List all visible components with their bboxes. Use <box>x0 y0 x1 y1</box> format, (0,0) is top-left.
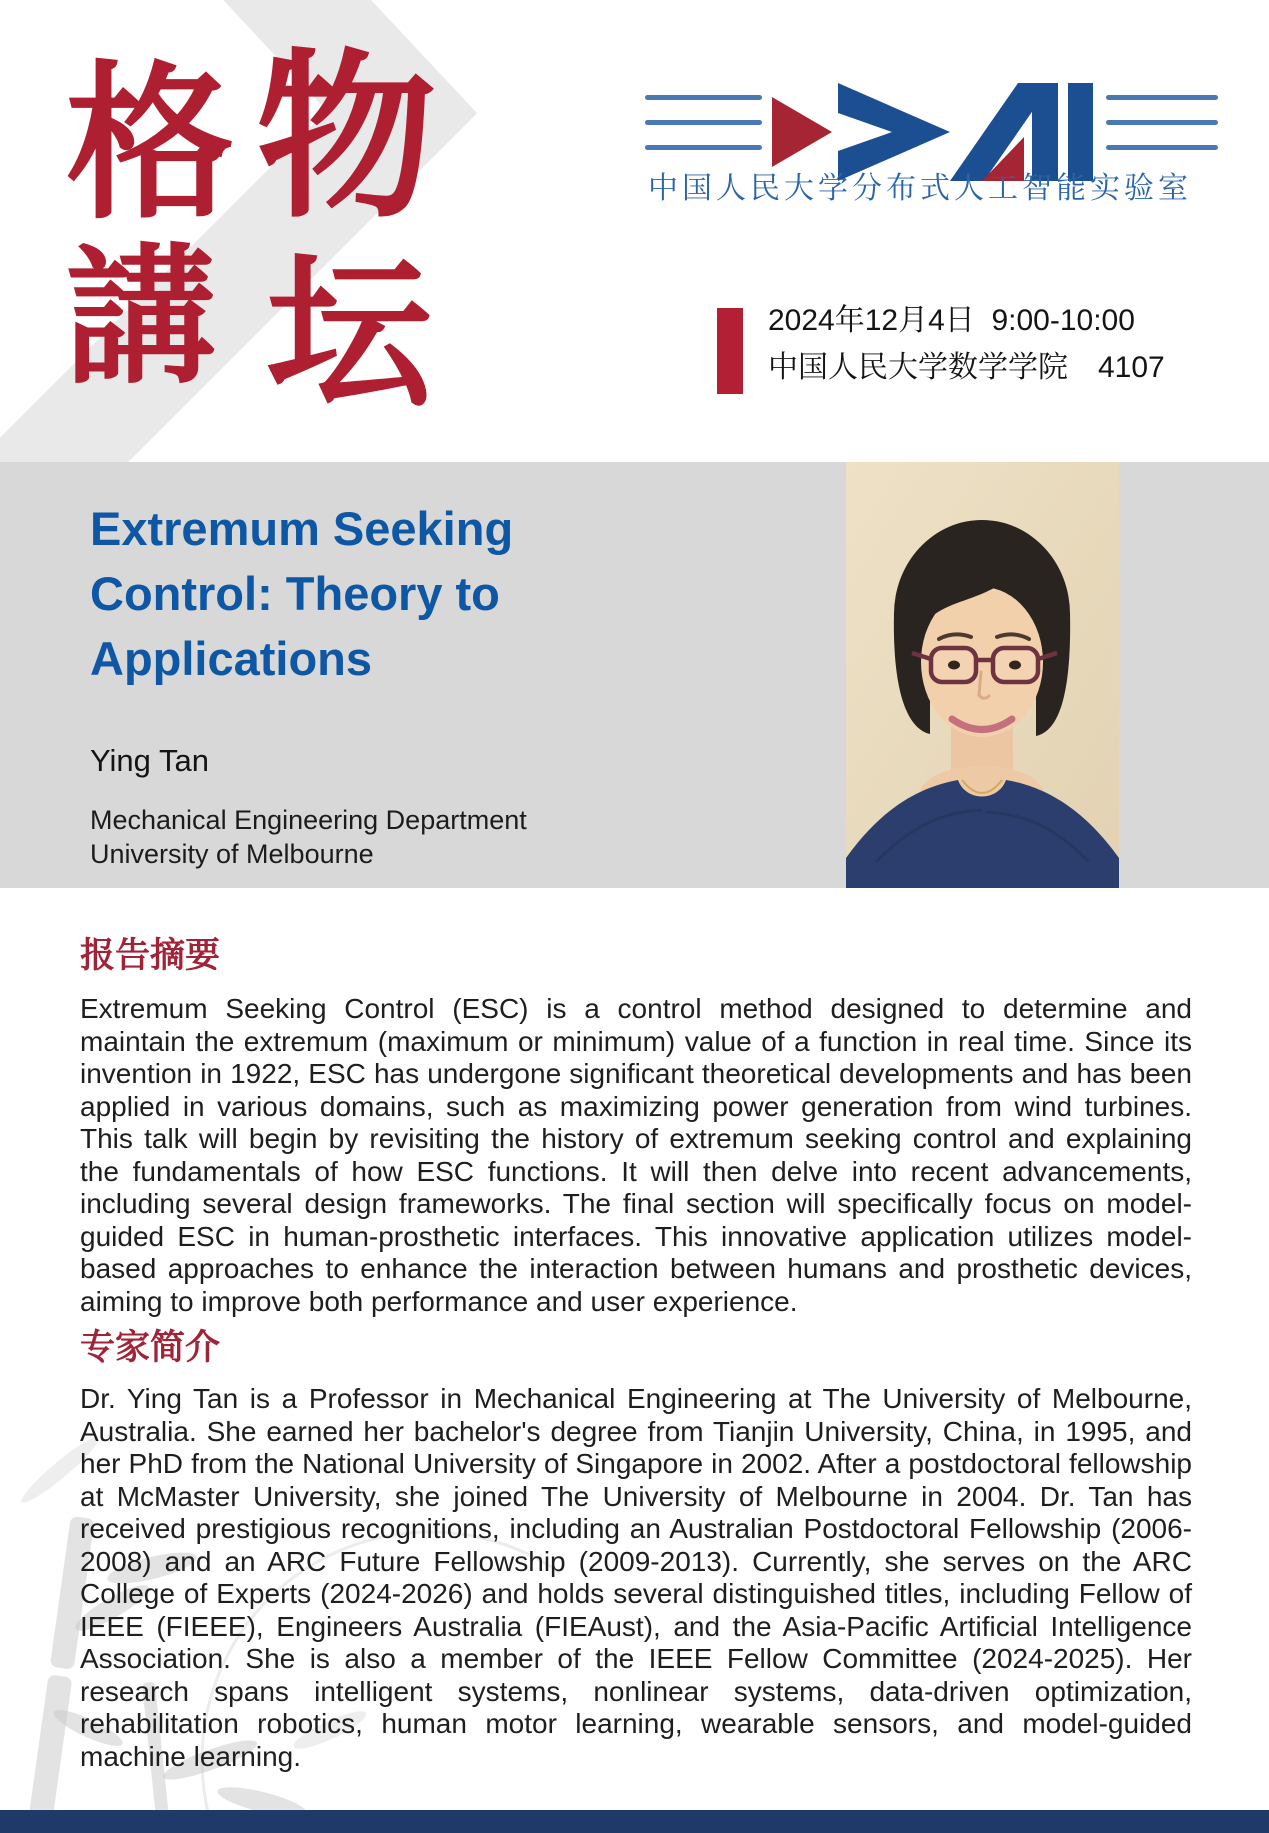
abstract-heading: 报告摘要 <box>80 936 221 975</box>
talk-title: Extremum Seeking Control: Theory to Applications <box>90 502 514 685</box>
hero-band <box>0 462 1269 888</box>
event-venue: 中国人民大学数学学院 4107 <box>768 351 1165 384</box>
speaker-name: Ying Tan <box>90 743 209 778</box>
affiliation-department: Mechanical Engineering Department <box>90 805 527 835</box>
abstract-body: Extremum Seeking Control (ESC) is a control method designed to determine and maintain the extremum (maximum or minimum) value of a function in real time. Since its invention in 1922, ESC has undergone significant theoretical developments and has been applied in various domains, such as maximizing power generation from wind turbines. This talk will begin by revisiting the history of extremum seeking control and explaining the fundamentals of how ESC functions. It will then delve into recent advancements, including several design frameworks. The final section will specifically focus on model-guided ESC in human-prosthetic interfaces. This innovative application utilizes model-based approaches to enhance the interaction between humans and prosthetic devices, aiming to improve both performance and user experience. <box>80 993 1192 1317</box>
bio-body: Dr. Ying Tan is a Professor in Mechanical Engineering at The University of Melbourne, Australia. She earned her bachelor's degree from Tianjin University, China, in 1995, and her PhD from the National University of Singapore in 2002. After a postdoctoral fellowship at McMaster University, she joined The University of Melbourne in 2004. Dr. Tan has received prestigious recognitions, including an Australian Postdoctoral Fellowship (2006-2008) and an ARC Future Fellowship (2009-2013). Currently, she serves on the ARC College of Experts (2024-2026) and holds several distinguished titles, including Fellow of IEEE (FIEEE), Engineers Australia (FIEAust), and the Asia-Pacific Artificial Intelligence Association. She is also a member of the IEEE Fellow Committee (2024-2025). Her research spans intelligent systems, nonlinear systems, data-driven optimization, rehabilitation robotics, human motor learning, wearable sensors, and model-guided machine learning. <box>80 1383 1192 1772</box>
event-datetime: 2024年12月4日 9:00-10:00 <box>768 304 1135 337</box>
bio-heading: 专家简介 <box>80 1328 221 1367</box>
calligraphy-char-wu: 物 <box>256 40 437 239</box>
calligraphy-char-tan: 坛 <box>266 243 432 427</box>
calligraphy-char-jiang: 講 <box>66 236 217 402</box>
footer-bar <box>0 1810 1269 1833</box>
event-info <box>768 304 1165 385</box>
speaker-photo <box>846 462 1119 888</box>
affiliation-university: University of Melbourne <box>90 839 374 869</box>
lab-name: 中国人民大学分布式人工智能实验室 <box>648 172 1192 205</box>
red-accent-bar <box>717 308 743 394</box>
speaker-affiliation <box>90 803 527 871</box>
calligraphy-char-ge: 格 <box>66 53 234 239</box>
